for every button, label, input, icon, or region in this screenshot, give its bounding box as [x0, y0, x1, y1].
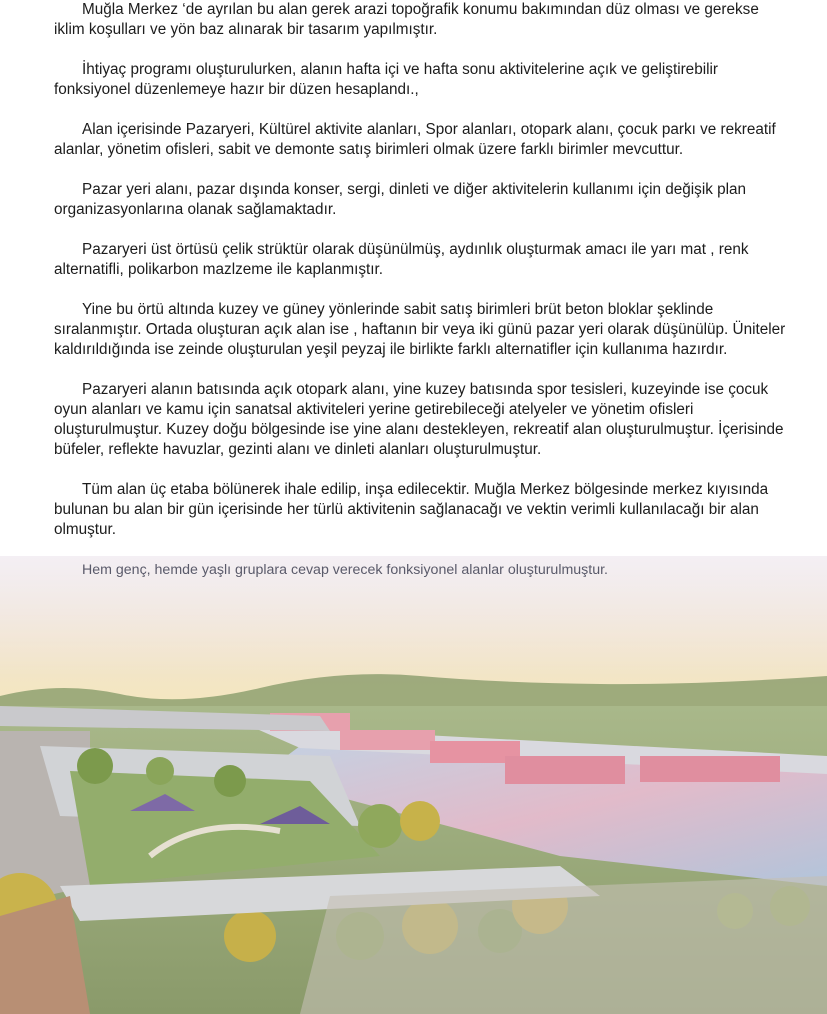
paragraph-5: Pazaryeri üst örtüsü çelik strüktür olarak düşünülmüş, aydınlık oluşturmak amacı ile yarı mat , renk alternatifli, polikarbon mazlzeme ile kaplanmıştır. — [54, 241, 749, 278]
architectural-rendering — [0, 556, 827, 1014]
image-caption: Hem genç, hemde yaşlı gruplara cevap verecek fonksiyonel alanlar oluşturulmuştur. — [82, 562, 608, 578]
paragraph-1: Muğla Merkez ‘de ayrılan bu alan gerek arazi topoğrafik konumu bakımından düz olması ve gerekse iklim koşulları ve yön baz alınarak bir tasarım yapılmıştır. — [54, 1, 759, 38]
paragraph-3: Alan içerisinde Pazaryeri, Kültürel aktivite alanları, Spor alanları, otopark alanı, çocuk parkı ve rekreatif alanlar, yönetim ofisleri, sabit ve demonte satış birimleri olmak üzere farklı birimler mevcuttur. — [54, 121, 776, 158]
body-text — [54, 0, 790, 560]
paragraph-2: İhtiyaç programı oluşturulurken, alanın hafta içi ve hafta sonu aktivitelerine açık ve geliştirebilir fonksiyonel düzenlemeye hazır bir düzen hesaplandı., — [54, 61, 718, 98]
paragraph-8: Tüm alan üç etaba bölünerek ihale edilip, inşa edilecektir. Muğla Merkez bölgesinde merkez kıyısında bulunan bu alan bir gün içerisinde her türlü aktivitenin sağlanacağı ve vektin verimli kullanılacağı bir alan olmuştur. — [54, 481, 769, 538]
paragraph-4: Pazar yeri alanı, pazar dışında konser, sergi, dinleti ve diğer aktivitelerin kullanımı için değişik plan organizasyonlarına olanak sağlamaktadır. — [54, 181, 747, 218]
paragraph-6: Yine bu örtü altında kuzey ve güney yönlerinde sabit satış birimleri brüt beton bloklar şeklinde sıralanmıştır. Ortada oluşturan açık alan ise , haftanın bir veya iki günü pazar yeri olarak düşünülüp. Üniteler kaldırıldığında ise zeinde oluşturulan yeşil peyzaj ile birlikte farklı alternatifler için kullanıma hazırdır. — [54, 301, 786, 358]
paragraph-7: Pazaryeri alanın batısında açık otopark alanı, yine kuzey batısında spor tesisleri, kuzeyinde ise çocuk oyun alanları ve kamu için sanatsal aktiviteleri yerine getirebileceği atelyeler ve yönetim ofisleri oluşturulmuştur. Kuzey doğu bölgesinde ise yine alanı destekleyen, rekreatif alan oluşturulmuştur. İçerisinde büfeler, reflekte havuzlar, gezinti alanı ve dinleti alanları oluşturulmuştur. — [54, 381, 784, 458]
